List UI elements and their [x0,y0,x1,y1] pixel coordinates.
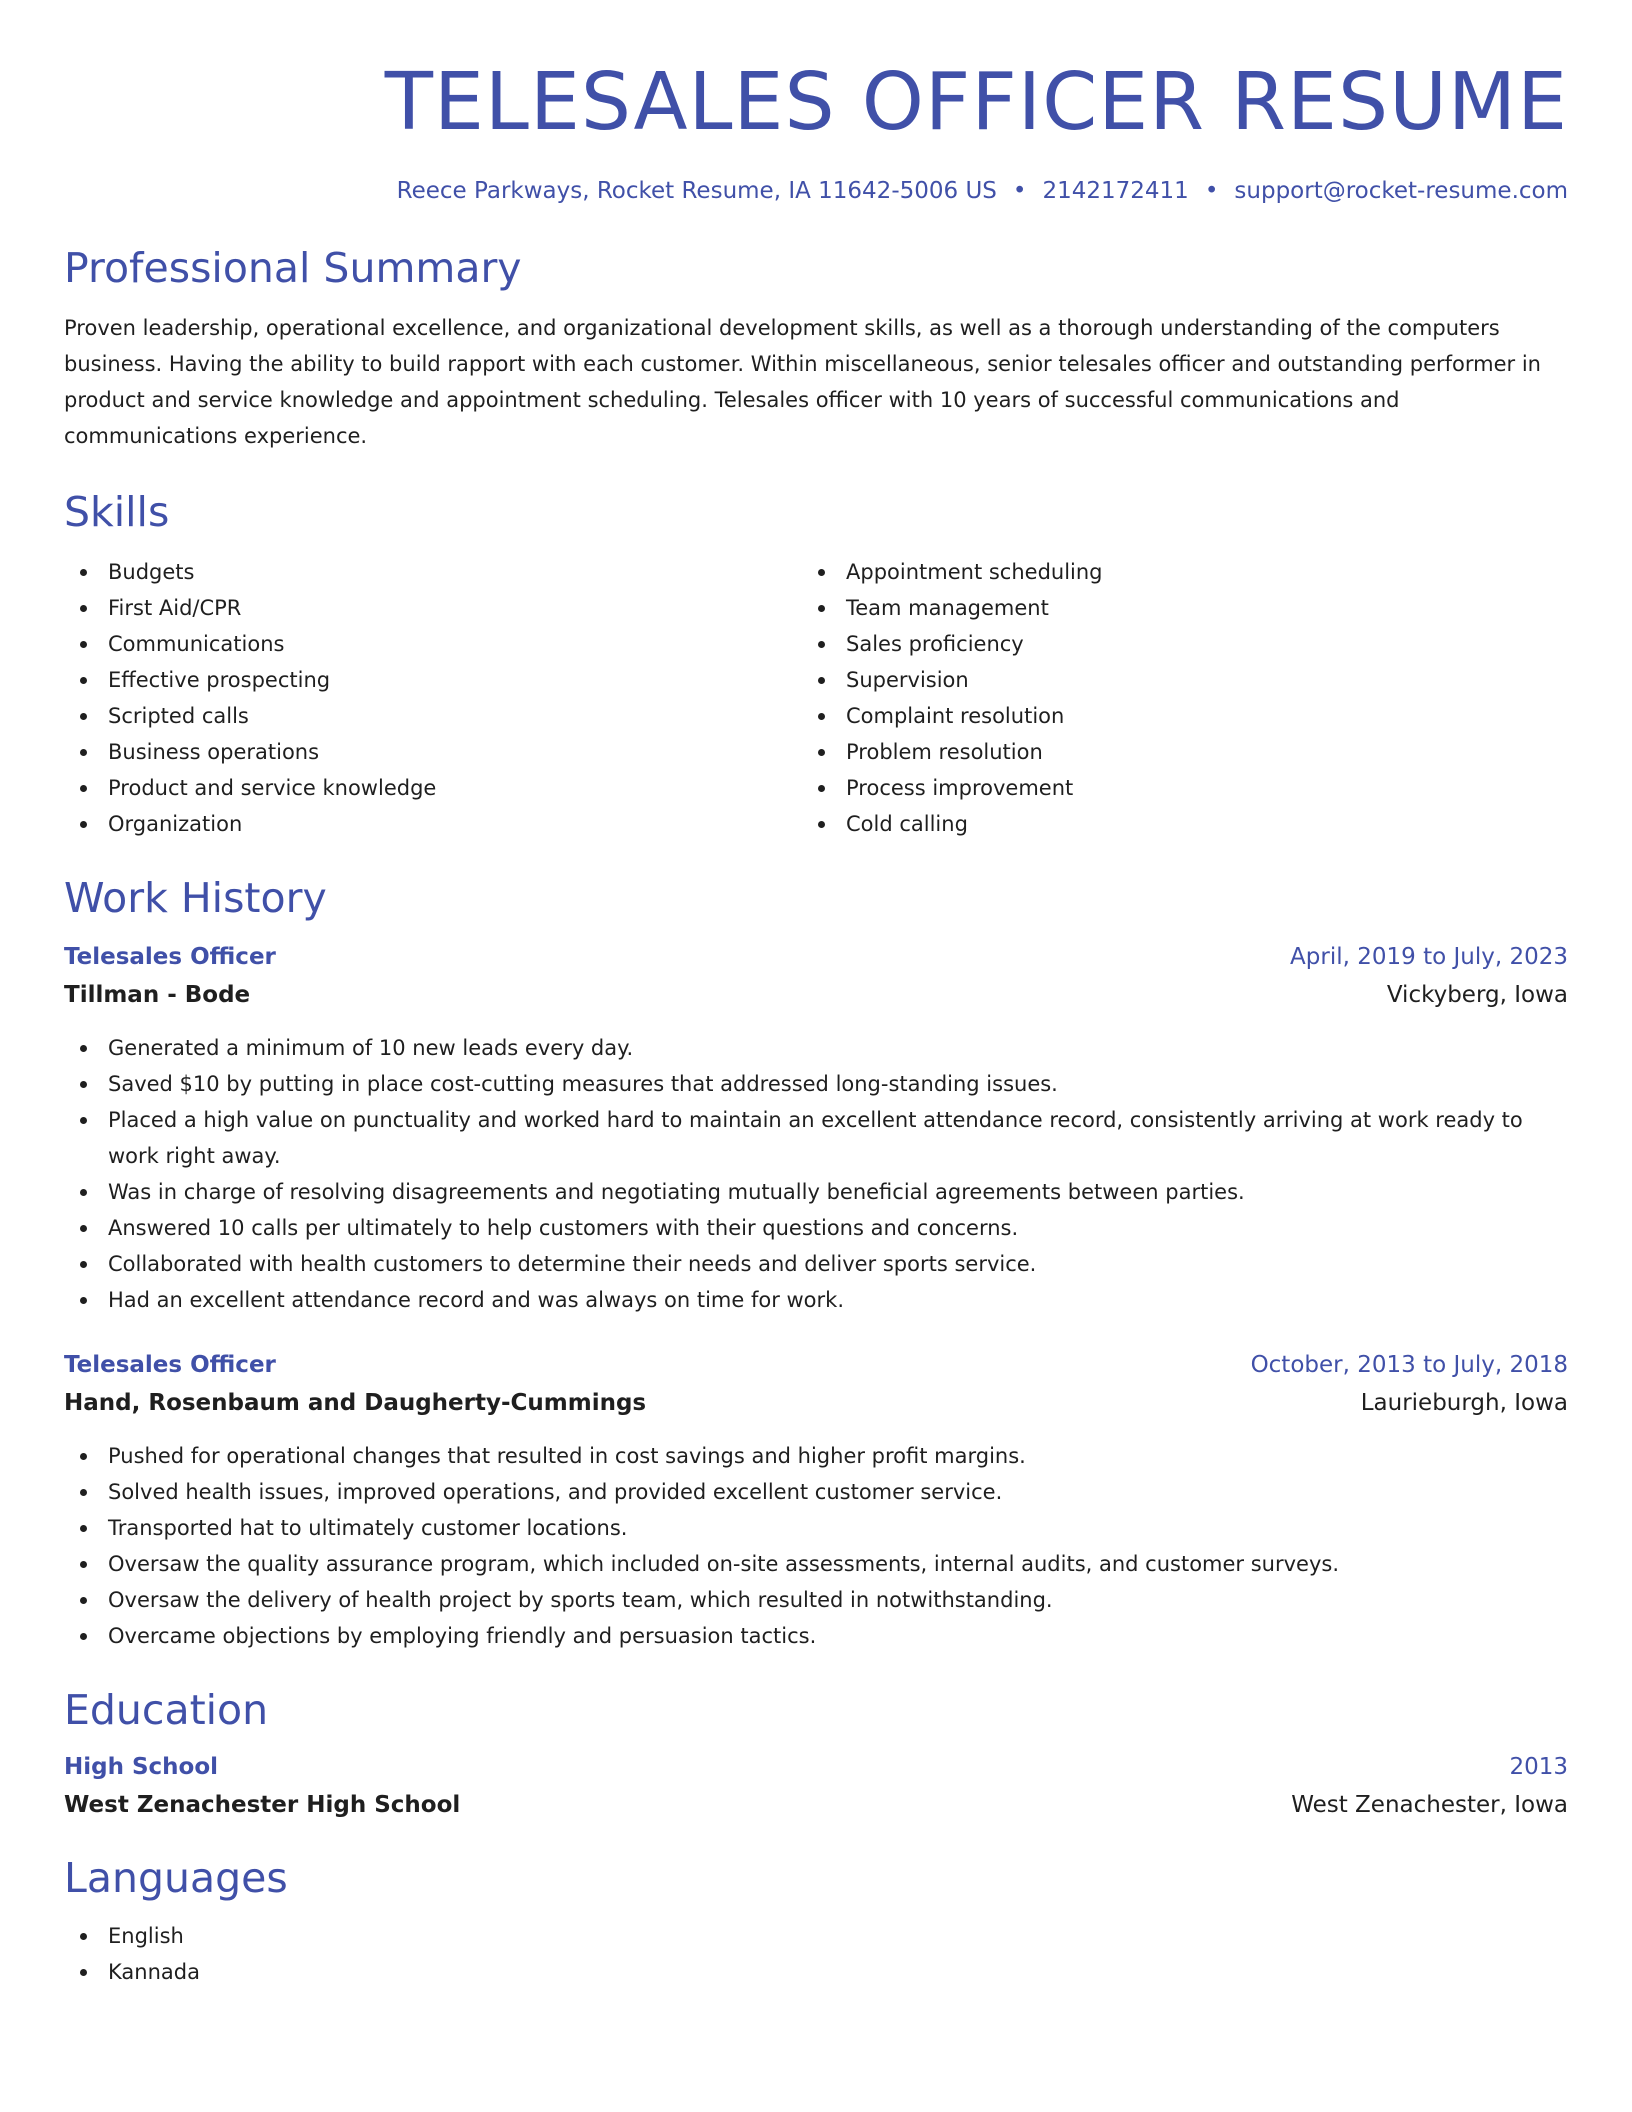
education-heading: Education [64,1686,269,1734]
language-item: Kannada [64,1954,1568,1990]
skill-item: Cold calling [802,806,1540,842]
education-year: 2013 [1509,1754,1568,1780]
job-bullet: Answered 10 calls per ultimately to help customers with their questions and concerns. [64,1210,1568,1246]
education-location: West Zenachester, Iowa [1291,1792,1568,1818]
contact-separator: • [1012,178,1027,204]
contact-separator: • [1204,178,1219,204]
job-role: Telesales Officer [64,944,276,970]
job-subheader [64,976,1568,1014]
education-entry [64,1748,1568,1824]
contact-phone: 2142172411 [1042,178,1189,204]
skill-item: Budgets [64,554,802,590]
skill-item: Complaint resolution [802,698,1540,734]
contact-address: Reece Parkways, Rocket Resume, IA 11642-5006 US [396,178,997,204]
work-heading: Work History [64,874,327,922]
skill-item: Business operations [64,734,802,770]
summary-text: Proven leadership, operational excellence, and organizational development skills, as well as a thorough understanding of the computers business. Having the ability to build rapport with each customer. Within miscellaneous, senior telesales officer and outstanding performer in product and service knowledge and appointment scheduling. Telesales officer with 10 years of successful communications and communications experience. [64,316,1541,448]
education-header [64,1748,1568,1786]
skills-list [64,554,1568,842]
education-degree: High School [64,1754,219,1780]
contact-line [64,176,1568,206]
job-bullet: Oversaw the delivery of health project by sports team, which resulted in notwithstanding. [64,1582,1568,1618]
job-dates: October, 2013 to July, 2018 [1250,1352,1568,1378]
job-role: Telesales Officer [64,1352,276,1378]
job-subheader [64,1384,1568,1422]
language-item: English [64,1918,1568,1954]
skill-item: Sales proficiency [802,626,1540,662]
resume-title: TELESALES OFFICER RESUME [384,56,1568,148]
job-bullet: Placed a high value on punctuality and worked hard to maintain an excellent attendance record, consistently arriving at work ready to work right away. [64,1102,1568,1174]
skill-item: Organization [64,806,802,842]
languages-heading: Languages [64,1854,288,1902]
skill-item: Problem resolution [802,734,1540,770]
job-bullet: Saved $10 by putting in place cost-cutting measures that addressed long-standing issues. [64,1066,1568,1102]
job-bullet: Transported hat to ultimately customer locations. [64,1510,1568,1546]
job-bullet: Generated a minimum of 10 new leads every day. [64,1030,1568,1066]
job-header [64,938,1568,976]
job-location: Laurieburgh, Iowa [1360,1390,1568,1416]
skill-item: Supervision [802,662,1540,698]
job-bullet: Oversaw the quality assurance program, which included on-site assessments, internal audits, and customer surveys. [64,1546,1568,1582]
job-bullet: Was in charge of resolving disagreements and negotiating mutually beneficial agreements between parties. [64,1174,1568,1210]
job-company: Tillman - Bode [64,982,251,1008]
job-bullet: Collaborated with health customers to determine their needs and deliver sports service. [64,1246,1568,1282]
job-dates: April, 2019 to July, 2023 [1290,944,1568,970]
job-bullet: Solved health issues, improved operations, and provided excellent customer service. [64,1474,1568,1510]
skill-item: Team management [802,590,1540,626]
education-subheader [64,1786,1568,1824]
job-bullet: Overcame objections by employing friendly and persuasion tactics. [64,1618,1568,1654]
skill-item: Effective prospecting [64,662,802,698]
summary-heading: Professional Summary [64,244,522,292]
job-bullets [64,1030,1568,1318]
job-entry [64,1346,1568,1654]
job-location: Vickyberg, Iowa [1386,982,1568,1008]
languages-list [64,1918,1568,1990]
skill-item: First Aid/CPR [64,590,802,626]
job-bullets [64,1438,1568,1654]
skills-column-right [802,554,1540,842]
skill-item: Product and service knowledge [64,770,802,806]
skill-item: Appointment scheduling [802,554,1540,590]
skills-column-left [64,554,802,842]
contact-email[interactable]: support@rocket-resume.com [1234,178,1568,204]
job-company: Hand, Rosenbaum and Daugherty-Cummings [64,1390,647,1416]
job-entry [64,938,1568,1318]
skills-heading: Skills [64,488,170,536]
skill-item: Process improvement [802,770,1540,806]
skill-item: Scripted calls [64,698,802,734]
job-header [64,1346,1568,1384]
job-bullet: Pushed for operational changes that resulted in cost savings and higher profit margins. [64,1438,1568,1474]
education-school: West Zenachester High School [64,1792,461,1818]
skill-item: Communications [64,626,802,662]
job-bullet: Had an excellent attendance record and was always on time for work. [64,1282,1568,1318]
